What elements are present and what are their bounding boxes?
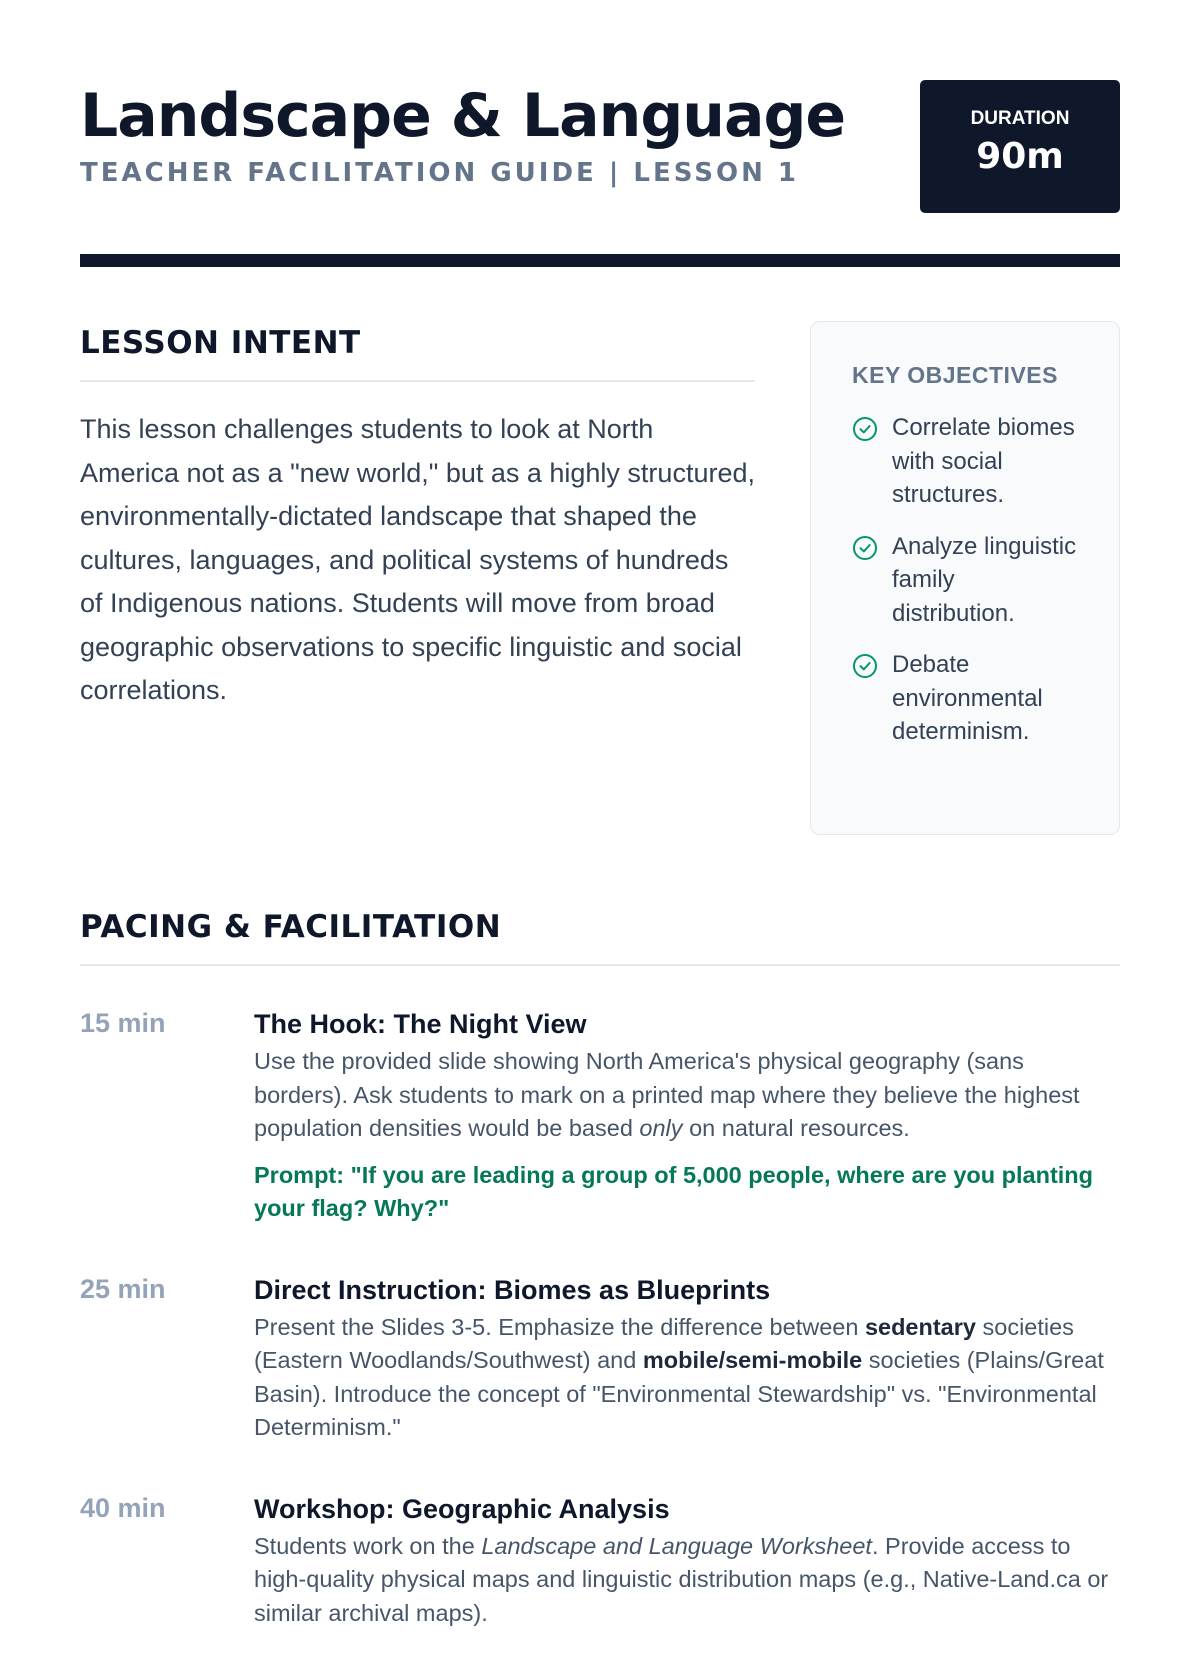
lesson-intent-heading: LESSON INTENT bbox=[80, 325, 361, 361]
description-segment: societies (Plains/Great Basin). Introduce the concept of "Environmental Stewardship" vs. "Environmental Determinism." bbox=[254, 1347, 1104, 1440]
pacing-section bbox=[80, 902, 1120, 1678]
header-divider bbox=[80, 254, 1120, 267]
lesson-intent-section bbox=[80, 318, 755, 713]
check-circle-icon bbox=[852, 535, 878, 561]
objective-item bbox=[852, 411, 1119, 512]
pacing-step bbox=[80, 1274, 1120, 1445]
page-title: Landscape & Language bbox=[80, 81, 846, 151]
step-prompt: Prompt: "If you are leading a group of 5,000 people, where are you planting your flag? Why?" bbox=[254, 1161, 1094, 1221]
pacing-step bbox=[80, 1008, 1120, 1226]
objective-label: Correlate biomes with social structures. bbox=[892, 414, 1075, 508]
key-objectives-card bbox=[810, 321, 1120, 835]
pacing-steps bbox=[80, 1008, 1120, 1630]
description-segment: only bbox=[639, 1115, 683, 1141]
step-body bbox=[254, 1008, 1120, 1226]
description-segment: societies (Eastern Woodlands/Southwest) and bbox=[254, 1313, 1074, 1373]
duration-label: DURATION bbox=[970, 108, 1070, 129]
key-objectives-title: KEY OBJECTIVES bbox=[852, 362, 1058, 388]
step-title: The Hook: The Night View bbox=[254, 1009, 587, 1039]
description-segment: Use the provided slide showing North America's physical geography (sans borders). Ask students to mark on a printed map where they believe the highest population densities would be based bbox=[254, 1048, 1080, 1141]
step-body bbox=[254, 1274, 1120, 1445]
section-divider bbox=[80, 964, 1120, 966]
check-circle-icon bbox=[852, 416, 878, 442]
step-description bbox=[254, 1530, 1120, 1631]
step-title: Direct Instruction: Biomes as Blueprints bbox=[254, 1274, 771, 1305]
step-time: 15 min bbox=[80, 1008, 166, 1038]
objective-item bbox=[852, 530, 1119, 631]
check-circle-icon bbox=[852, 653, 878, 679]
description-segment: . Provide access to high-quality physical maps and linguistic distribution maps (e.g., Native-Land.ca or similar archival maps). bbox=[254, 1532, 1109, 1626]
objective-label: Analyze linguistic family distribution. bbox=[892, 532, 1077, 627]
section-divider bbox=[80, 380, 755, 382]
step-time: 40 min bbox=[80, 1492, 166, 1523]
lesson-intent-body: This lesson challenges students to look at North America not as a "new world," but as a highly structured, environmentally-dictated landscape that shaped the cultures, languages, and political systems of hundreds of Indigenous nations. Students will move from broad geographic observations to specific linguistic and social correlations. bbox=[80, 414, 755, 705]
description-segment: mobile/semi-mobile bbox=[642, 1347, 863, 1373]
objective-item bbox=[852, 648, 1119, 749]
pacing-step bbox=[80, 1493, 1120, 1631]
description-segment: on natural resources. bbox=[682, 1115, 910, 1141]
key-objectives-list bbox=[852, 411, 1119, 749]
step-time: 25 min bbox=[80, 1273, 166, 1304]
objective-label: Debate environmental determinism. bbox=[892, 651, 1043, 745]
description-segment: Present the Slides 3-5. Emphasize the difference between bbox=[254, 1313, 865, 1340]
step-description bbox=[254, 1045, 1120, 1146]
description-segment: sedentary bbox=[864, 1313, 976, 1340]
step-title: Workshop: Geographic Analysis bbox=[254, 1493, 670, 1524]
description-segment: Landscape and Language Worksheet bbox=[481, 1532, 872, 1559]
page-header bbox=[80, 80, 1120, 216]
duration-value: 90m bbox=[976, 136, 1064, 177]
page-subtitle: TEACHER FACILITATION GUIDE | LESSON 1 bbox=[80, 158, 800, 188]
step-description bbox=[254, 1311, 1120, 1445]
step-body bbox=[254, 1493, 1120, 1631]
duration-badge bbox=[920, 80, 1120, 213]
pacing-heading: PACING & FACILITATION bbox=[80, 909, 502, 945]
description-segment: Students work on the bbox=[254, 1532, 482, 1559]
